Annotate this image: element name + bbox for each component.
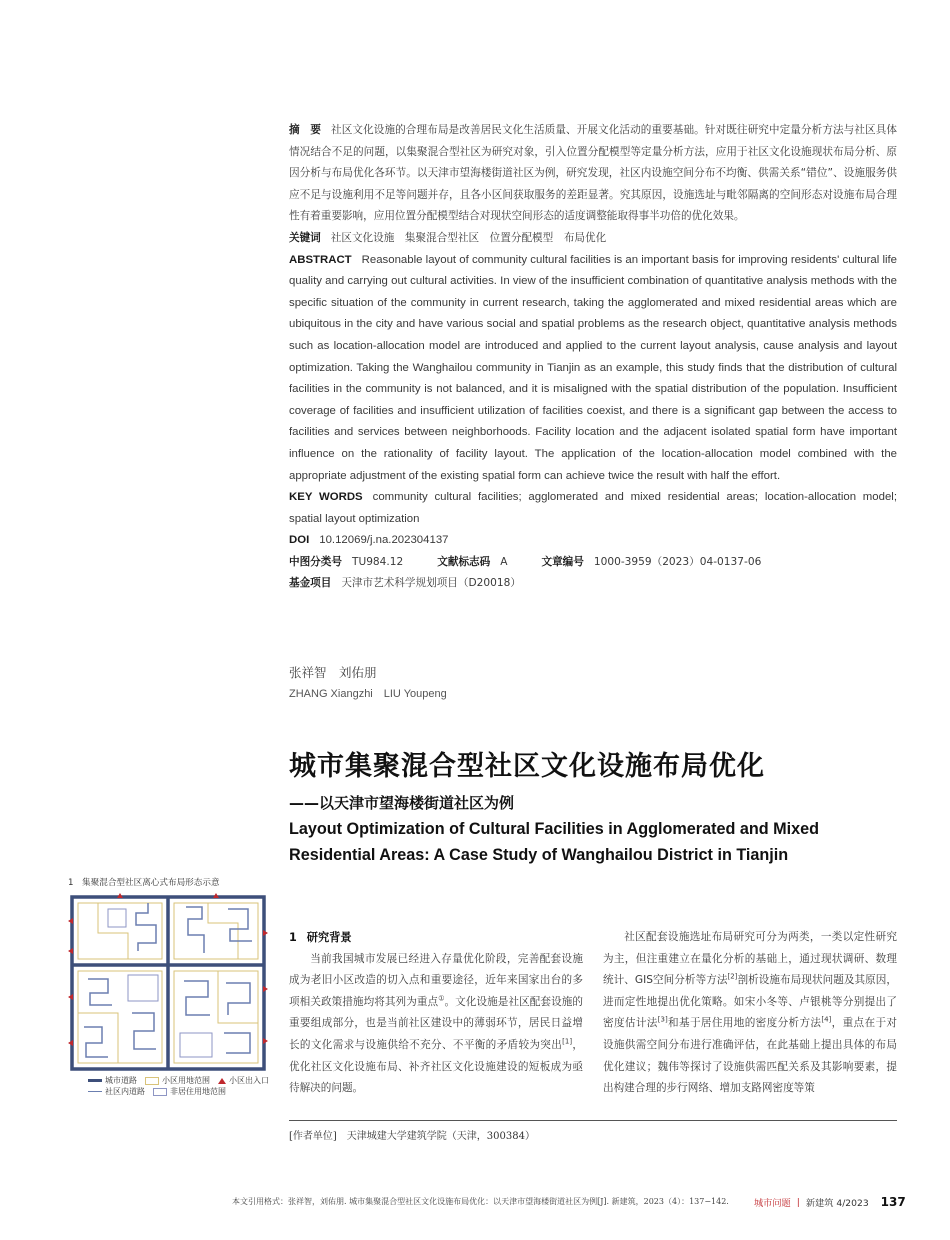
abstract-zh-text: 社区文化设施的合理布局是改善居民文化生活质量、开展文化活动的重要基础。针对既往研究中定量分析方法与社区具体情况结合不足的问题，以集聚混合型社区为研究对象，引入位置分配模型等定量分析方法，应用于社区文化设施现状布局分析、原因分析与布局优化各环节。以天津市望海楼街道社区为例，研究发现，社区内设施空间分布不均衡、供需关系“错位”、设施服务供应不足与设施利用不足等问题并存，且各小区间获取服务的差距显著。究其原因，设施选址与毗邻隔离的空间形态对设施布局合理性有着重要影响，应用位置分配模型结合对现状空间形态的适度调整能取得事半功倍的优化效果。 [289,124,898,223]
fund [289,573,897,595]
body-column-1 [289,927,583,1100]
paragraph-text: 。文化设施是社区配套设施的重要组成部分，也是当前社区建设中的薄弱环节，居民日益增长的文化需求与设施供给不充分、不平衡的矛盾较为突出 [289,995,583,1051]
abstract-en-text: Reasonable layout of community cultural facilities is an important basis for improving residents' cultural life quality and carrying out cultural activities. In view of the insufficient combination of quantitative analysis methods with the specific situation of the community in current research, taking the agglomerated and mixed residential areas which are ubiquitous in the city and have various social and spatial problems as the research object, quantitative analysis methods such as location-allocation model are introduced and applied to the current layout analysis, cause analysis and layout optimization. Taking the Wanghailou community in Tianjin as an example, this study finds that the distribution of cultural facilities in the community is not balanced, and it is misaligned with the spatial distribution of the population. Insufficient coverage of facilities and insufficient utilization of facilities coexist, and there is a significant gap between the access to facilities and services between neighborhoods. Facility location and the adjacent isolated spatial form have important influence on the rationality of facility layout. The application of the location-allocation model combined with the appropriate adjustment of the existing spatial form can achieve twice the result with half the effort. [289,253,897,482]
res-split-2 [208,903,238,959]
keywords-en-label: KEY WORDS [289,491,363,504]
fund-label: 基金项目 [289,577,332,590]
nonres-land-swatch [153,1088,167,1096]
inner-road-3 [228,909,252,941]
main-road-swatch [88,1079,102,1082]
res-block-nw [78,903,162,959]
res-split-1 [98,903,128,959]
legend-inner-road-label: 社区内道路 [105,1087,145,1096]
authors-zh: 张祥智 刘佑朋 [289,665,377,680]
legend-entrance-label: 小区出入口 [229,1076,269,1085]
legend-row-1 [88,1075,278,1086]
affiliation-divider [289,1120,897,1121]
figure-legend [88,1075,278,1097]
res-block-se [174,971,258,1063]
legend-main-road-label: 城市道路 [105,1076,137,1085]
keywords-zh-text: 社区文化设施 集聚混合型社区 位置分配模型 布局优化 [330,231,607,244]
section-heading [289,927,583,949]
inner-road-swatch [88,1091,102,1093]
abstract-en [289,250,897,488]
inner-road-5 [84,1027,108,1057]
res-land-swatch [145,1077,159,1085]
doc-code [437,552,507,574]
article-number-label: 文章编号 [541,555,584,568]
legend-nonres-land-label: 非居住用地范围 [170,1087,226,1096]
inner-road-2 [186,907,204,953]
clc [289,552,403,574]
legend-inner-road [88,1086,145,1097]
nonresidential-land [108,909,212,1057]
classification-row [289,552,897,574]
paragraph-text: ，重点在于对设施供需空间分布进行准确评估，在此基础上提出具体的布局优化建议；魏伟等探讨了设施供需匹配关系及其影响要素，提出构建合理的步行网络、增加支路网密度等策 [603,1017,898,1095]
doi-label: DOI [289,534,310,547]
abstract-block [289,120,897,595]
legend-res-land-label: 小区用地范围 [162,1076,210,1085]
citation-format: 本文引用格式：张祥智，刘佑朋. 城市集聚混合型社区文化设施布局优化：以天津市望海楼街道社区为例[J]. 新建筑，2023（4）：137−142. [232,1197,729,1206]
article-number [541,552,761,574]
footer-journal: 新建筑 4/2023 [805,1198,869,1209]
page-number: 137 [880,1195,906,1209]
nonres-block-1 [128,975,158,1001]
running-footer [754,1195,906,1209]
article-number-text: 1000-3959（2023）04-0137-06 [593,555,762,568]
doc-code-text: A [500,555,508,568]
doc-code-label: 文献标志码 [437,555,491,568]
footer-separator: | [796,1196,800,1208]
section-number: 1 [289,931,297,944]
abstract-en-label: ABSTRACT [289,253,352,266]
inner-road-7 [184,981,210,1015]
subtitle-zh: ——以天津市望海楼街道社区为例 [289,794,515,812]
legend-entrance [218,1075,269,1086]
inner-road-8 [226,983,250,1015]
figure-diagram [68,893,268,1077]
paragraph [289,949,583,1100]
citation-ref: [2] [727,972,738,981]
citation-ref: [3] [657,1015,668,1024]
abstract-zh [289,120,897,228]
paragraph-text: 和基于居住用地的密度分析方法 [667,1017,822,1030]
nonres-block-2 [180,1033,212,1057]
title-zh: 城市集聚混合型社区文化设施布局优化 [289,751,765,782]
legend-res-land [145,1075,210,1086]
keywords-en-text: community cultural facilities; agglomerated and mixed residential areas; location-allocation model; spatial layout optimization [289,491,897,525]
paragraph-text: 剖析设施布局现状问题及其原因，进而定性地提出优化策略。如宋小冬等、卢银桃等分别提出了密度估计法 [603,974,898,1030]
paragraph-text: 当前我国城市发展已经进入存量优化阶段，完善配套设施成为老旧小区改造的切入点和重要途径，近年来国家出台的多项相关政策措施均将其列为重点 [289,952,583,1008]
res-block-ne [174,903,258,959]
abstract-zh-label: 摘 要 [289,124,322,136]
author-affiliation: [作者单位] 天津城建大学建筑学院（天津，300384） [289,1131,535,1142]
citation-ref: [1] [562,1037,573,1046]
footer-section: 城市问题 [754,1198,791,1209]
citation-ref: [4] [821,1015,832,1024]
figure-caption: 1 集聚混合型社区离心式布局形态示意 [68,878,220,888]
body-column-2 [603,927,897,1100]
footnote-ref: ① [438,994,445,1003]
fund-text: 天津市艺术科学规划项目（D20018） [341,577,521,590]
paragraph-text: ，优化社区文化设施布局、补齐社区文化设施建设的短板成为亟待解决的问题。 [289,1038,584,1095]
keywords-zh [289,228,897,250]
keywords-en [289,487,897,530]
legend-main-road [88,1075,137,1086]
legend-nonres-land [153,1086,226,1097]
title-en: Layout Optimization of Cultural Facilities in Agglomerated and Mixed Residential Areas: A Case Study of Wanghailou District in Tianjin [289,820,820,864]
paragraph-text: 社区配套设施选址布局研究可分为两类，一类以定性研究为主，但注重建立在量化分析的基础上，通过现状调研、数理统计、GIS空间分析等方法 [603,931,897,987]
legend-row-2 [88,1086,278,1097]
inner-road-1 [136,903,156,951]
doi [289,530,897,552]
nonres-block-3 [108,909,126,927]
keywords-zh-label: 关键词 [289,231,321,244]
entrance-triangle-icon [218,1078,226,1084]
doi-text: 10.12069/j.na.202304137 [319,534,449,547]
clc-text: TU984.12 [351,555,404,568]
paragraph [603,927,897,1100]
inner-road-9 [224,1033,250,1053]
authors-en: ZHANG Xiangzhi LIU Youpeng [289,688,447,700]
res-split-3 [78,1013,118,1063]
layout-diagram-svg [68,893,268,1073]
section-title: 研究背景 [306,931,352,944]
res-split-4 [218,971,258,1023]
inner-road-6 [132,1013,156,1049]
clc-label: 中图分类号 [289,555,342,568]
inner-road-4 [88,979,112,1005]
